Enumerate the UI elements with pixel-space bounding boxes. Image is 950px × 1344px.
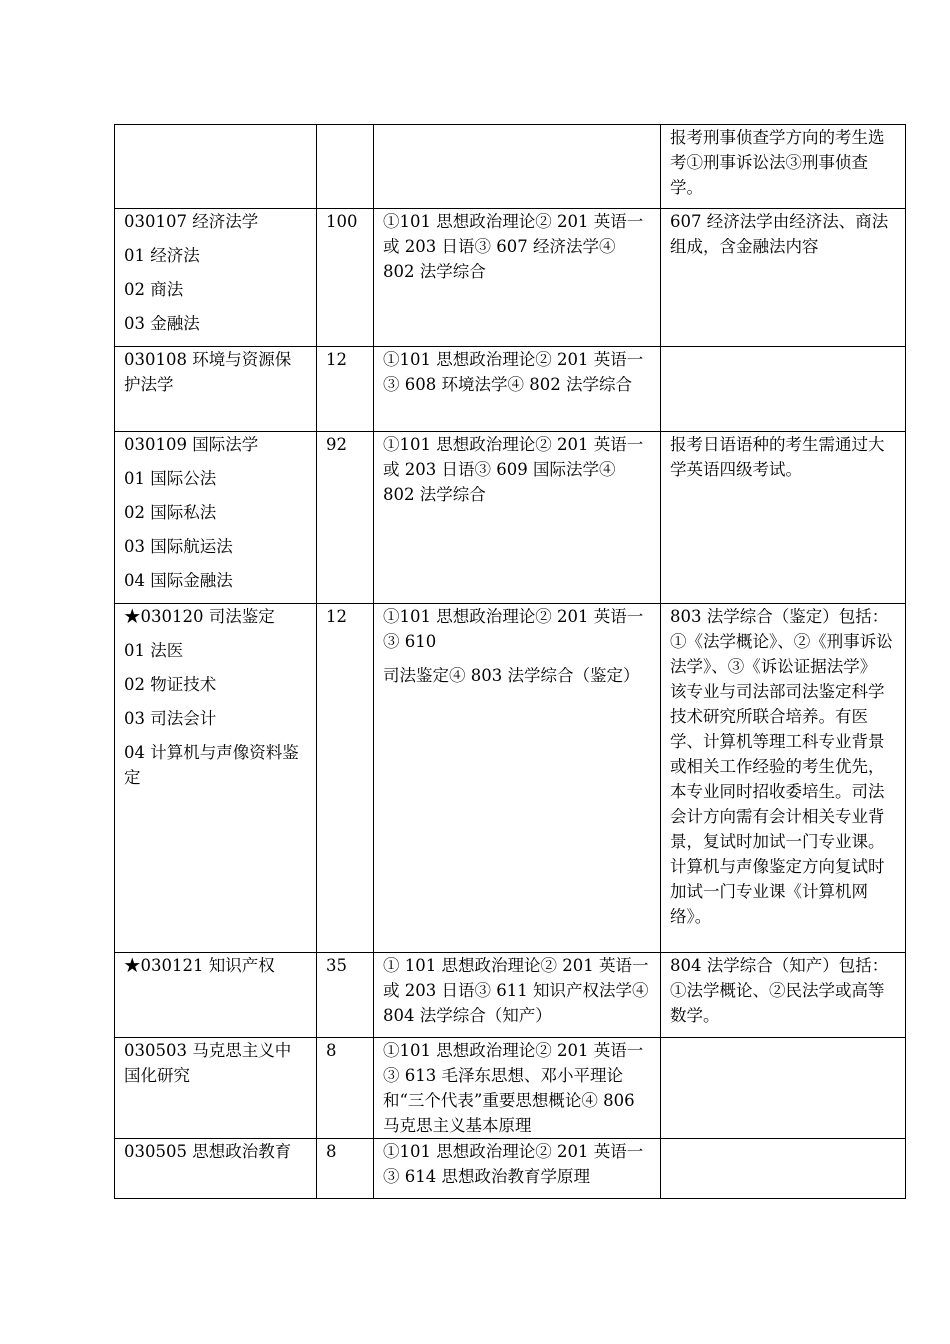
exam-subjects-cell [374, 125, 661, 209]
major-cell [115, 432, 317, 604]
major-name: ★030120 司法鉴定 [124, 607, 275, 626]
research-direction: 01 国际公法 [124, 469, 217, 488]
exam-subjects: ①101 思想政治理论② 201 英语一③ 608 环境法学④ 802 法学综合 [383, 350, 644, 394]
major-cell [115, 1139, 317, 1199]
remark-text: 607 经济法学由经济法、商法组成，含金融法内容 [670, 212, 889, 256]
major-cell [115, 125, 317, 209]
remarks-cell [661, 209, 906, 347]
enrollment-count: 8 [317, 1038, 374, 1139]
enrollment-count: 12 [317, 604, 374, 953]
research-direction: 02 物证技术 [124, 675, 217, 694]
major-cell [115, 209, 317, 347]
enrollment-count: 8 [317, 1139, 374, 1199]
remarks-cell [661, 953, 906, 1038]
remarks-cell [661, 604, 906, 953]
exam-subjects: ①101 思想政治理论② 201 英语一③ 614 思想政治教育学原理 [383, 1142, 644, 1186]
table-row [115, 1139, 906, 1199]
exam-subjects-cell [374, 1038, 661, 1139]
major-name: ★030121 知识产权 [124, 956, 275, 975]
exam-subjects: ①101 思想政治理论② 201 英语一或 203 日语③ 609 国际法学④ 802 法学综合 [383, 435, 644, 504]
major-name: 030503 马克思主义中国化研究 [124, 1041, 292, 1085]
exam-subjects-cell [374, 953, 661, 1038]
exam-subjects-cell [374, 604, 661, 953]
exam-subjects: ①101 思想政治理论② 201 英语一或 203 日语③ 607 经济法学④ 802 法学综合 [383, 212, 644, 281]
remark-text: 报考日语语种的考生需通过大学英语四级考试。 [670, 435, 885, 479]
remarks-cell [661, 432, 906, 604]
exam-subjects: ①101 思想政治理论② 201 英语一③ 610 [383, 607, 644, 651]
remark-text: 803 法学综合（鉴定）包括：①《法学概论》、②《刑事诉讼法学》、③《诉讼证据法学》 [670, 607, 893, 676]
research-direction: 03 国际航运法 [124, 537, 233, 556]
research-direction: 02 国际私法 [124, 503, 217, 522]
enrollment-count: 92 [317, 432, 374, 604]
research-direction: 02 商法 [124, 280, 184, 299]
major-cell [115, 1038, 317, 1139]
remark-text: 该专业与司法部司法鉴定科学技术研究所联合培养。有医学、计算机等理工科专业背景或相关工作经验的考生优先，本专业同时招收委培生。司法会计方向需有会计相关专业背景，复试时加试一门专业课。计算机与声像鉴定方向复试时加试一门专业课《计算机网络》。 [670, 682, 885, 926]
remarks-cell [661, 1139, 906, 1199]
table-row [115, 209, 906, 347]
remarks-cell [661, 1038, 906, 1139]
enrollment-count: 35 [317, 953, 374, 1038]
research-direction: 03 司法会计 [124, 709, 217, 728]
table-row [115, 432, 906, 604]
table-row [115, 953, 906, 1038]
table-row [115, 1038, 906, 1139]
exam-subjects: ① 101 思想政治理论② 201 英语一或 203 日语③ 611 知识产权法学④ 804 法学综合（知产） [383, 956, 649, 1025]
exam-subjects-cell [374, 1139, 661, 1199]
enrollment-count: 100 [317, 209, 374, 347]
research-direction: 04 计算机与声像资料鉴定 [124, 743, 299, 787]
admissions-table [114, 124, 906, 1199]
research-direction: 01 经济法 [124, 246, 200, 265]
remarks-cell [661, 347, 906, 432]
major-cell [115, 604, 317, 953]
exam-subjects: ①101 思想政治理论② 201 英语一③ 613 毛泽东思想、邓小平理论和“三个代表”重要思想概论④ 806 马克思主义基本原理 [383, 1041, 644, 1135]
exam-subjects-cell [374, 347, 661, 432]
research-direction: 03 金融法 [124, 314, 200, 333]
remarks-cell [661, 125, 906, 209]
remark-text: 804 法学综合（知产）包括：①法学概论、②民法学或高等数学。 [670, 956, 889, 1025]
major-cell [115, 953, 317, 1038]
major-name: 030505 思想政治教育 [124, 1142, 292, 1161]
enrollment-count [317, 125, 374, 209]
major-cell [115, 347, 317, 432]
table-body [115, 125, 906, 1199]
major-name: 030109 国际法学 [124, 435, 259, 454]
table-row [115, 347, 906, 432]
major-name: 030107 经济法学 [124, 212, 259, 231]
table-row [115, 604, 906, 953]
exam-subjects: 司法鉴定④ 803 法学综合（鉴定） [383, 666, 640, 685]
exam-subjects-cell [374, 432, 661, 604]
major-name: 030108 环境与资源保护法学 [124, 350, 292, 394]
research-direction: 01 法医 [124, 641, 184, 660]
research-direction: 04 国际金融法 [124, 571, 233, 590]
exam-subjects-cell [374, 209, 661, 347]
enrollment-count: 12 [317, 347, 374, 432]
remark-text: 报考刑事侦查学方向的考生选考①刑事诉讼法③刑事侦查学。 [670, 128, 885, 197]
table-row [115, 125, 906, 209]
